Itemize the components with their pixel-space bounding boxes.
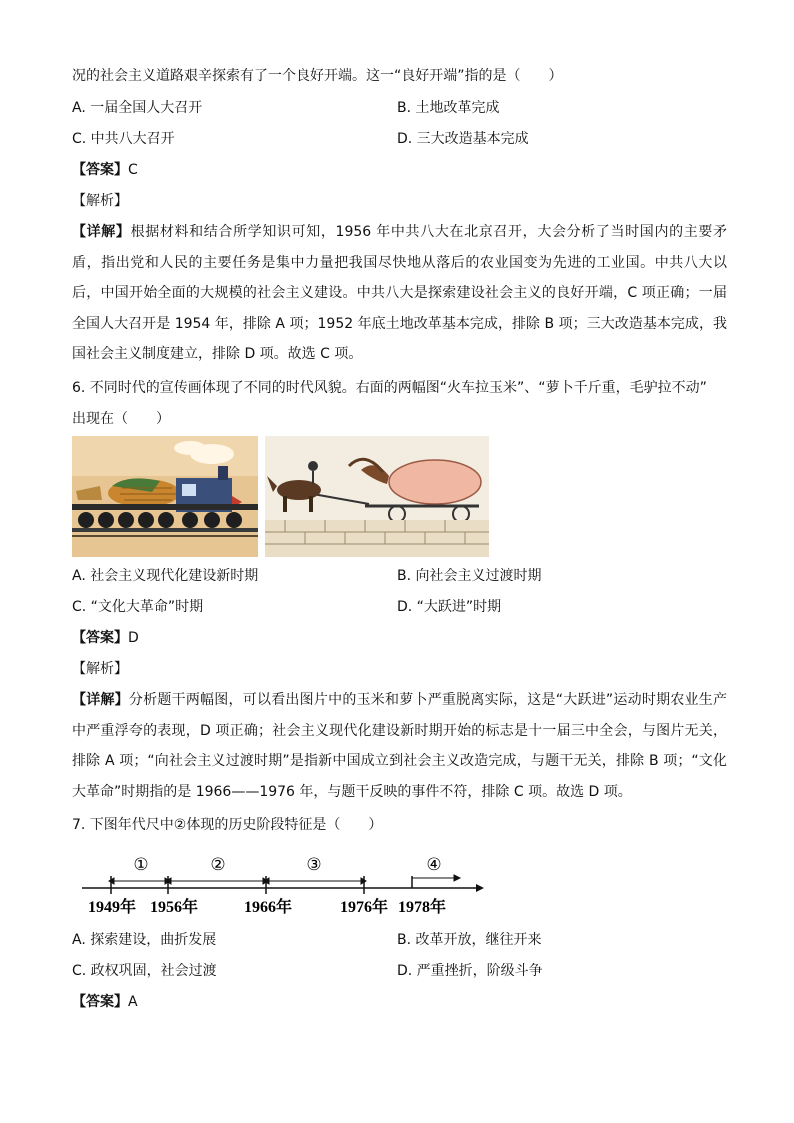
q6-option-b: B. 向社会主义过渡时期 <box>397 568 542 584</box>
q5-option-c: C. 中共八大召开 <box>72 131 175 147</box>
year-1949: 1949年 <box>87 899 137 916</box>
timeline-arrowhead <box>476 884 484 892</box>
q7-option-d: D. 严重挫折，阶级斗争 <box>397 963 543 979</box>
q5-analysis-label: 【解析】 <box>72 193 128 209</box>
year-1956: 1956年 <box>149 899 199 916</box>
donkey-radish-poster <box>265 436 489 557</box>
q5-stem-tail: 况的社会主义道路艰辛探索有了一个良好开端。这一“良好开端”指的是（ ） <box>72 68 563 84</box>
segment-2-label: ② <box>210 855 226 874</box>
segment-1-label: ① <box>133 855 149 874</box>
answer-label: 【答案】 <box>72 162 128 178</box>
train-corn-poster <box>72 436 258 557</box>
q7-option-a: A. 探索建设，曲折发展 <box>72 932 217 948</box>
segment-4-label: ④ <box>426 855 442 874</box>
answer-value: A <box>128 994 138 1010</box>
detail-text: 分析题干两幅图，可以看出图片中的玉米和萝卜严重脱离实际，这是“大跃进”运动时期农业生产中严重浮夸的表现，D 项正确；社会主义现代化建设新时期开始的标志是十一届三中全会，与图片无关，排除 A 项；“向社会主义过渡时期”是指新中国成立到社会主义改造完成，与题干无关，排除 B 项；“文化大革命”时期指的是 1966——1976 年，与题干反映的事件不符，排除 C 项。故选 D 项。 <box>72 692 727 800</box>
answer-value: C <box>128 162 138 178</box>
q5-answer <box>72 160 138 180</box>
q6-option-c: C. “文化大革命”时期 <box>72 599 204 615</box>
q7-option-c: C. 政权巩固，社会过渡 <box>72 963 217 979</box>
q6-option-d: D. “大跃进”时期 <box>397 599 502 615</box>
q6-stem-line1: 6. 不同时代的宣传画体现了不同的时代风貌。右面的两幅图“火车拉玉米”、“萝卜千斤重，毛驴拉不动” <box>72 380 707 396</box>
q6-stem-line2: 出现在（ ） <box>72 411 170 427</box>
detail-label: 【详解】 <box>72 224 131 240</box>
detail-label: 【详解】 <box>72 692 129 708</box>
segment-4-arrow <box>454 875 460 881</box>
q5-detail <box>72 217 727 370</box>
year-1978: 1978年 <box>397 899 447 916</box>
q7-option-b: B. 改革开放，继往开来 <box>397 932 542 948</box>
q6-answer <box>72 628 139 648</box>
year-1966: 1966年 <box>243 899 293 916</box>
detail-text: 根据材料和结合所学知识可知，1956 年中共八大在北京召开，大会分析了当时国内的主要矛盾，指出党和人民的主要任务是集中力量把我国尽快地从落后的农业国变为先进的工业国。中共八大以后，中国开始全面的大规模的社会主义建设。中共八大是探索建设社会主义的良好开端，C 项正确；一届全国人大召开是 1954 年，排除 A 项；1952 年底土地改革基本完成，排除 B 项；三大改造基本完成，我国社会主义制度建立，排除 D 项。故选 C 项。 <box>72 224 728 362</box>
q6-analysis-label: 【解析】 <box>72 661 128 677</box>
answer-label: 【答案】 <box>72 630 128 646</box>
q7-stem: 7. 下图年代尺中②体现的历史阶段特征是（ ） <box>72 817 383 833</box>
answer-value: D <box>128 630 139 646</box>
timeline-ruler <box>78 848 488 920</box>
q6-option-a: A. 社会主义现代化建设新时期 <box>72 568 259 584</box>
q5-option-b: B. 土地改革完成 <box>397 100 500 116</box>
q7-answer <box>72 992 138 1012</box>
q5-option-d: D. 三大改造基本完成 <box>397 131 529 147</box>
q5-option-a: A. 一届全国人大召开 <box>72 100 203 116</box>
answer-label: 【答案】 <box>72 994 128 1010</box>
year-1976: 1976年 <box>339 899 389 916</box>
segment-3-label: ③ <box>306 855 322 874</box>
q6-detail <box>72 685 727 807</box>
